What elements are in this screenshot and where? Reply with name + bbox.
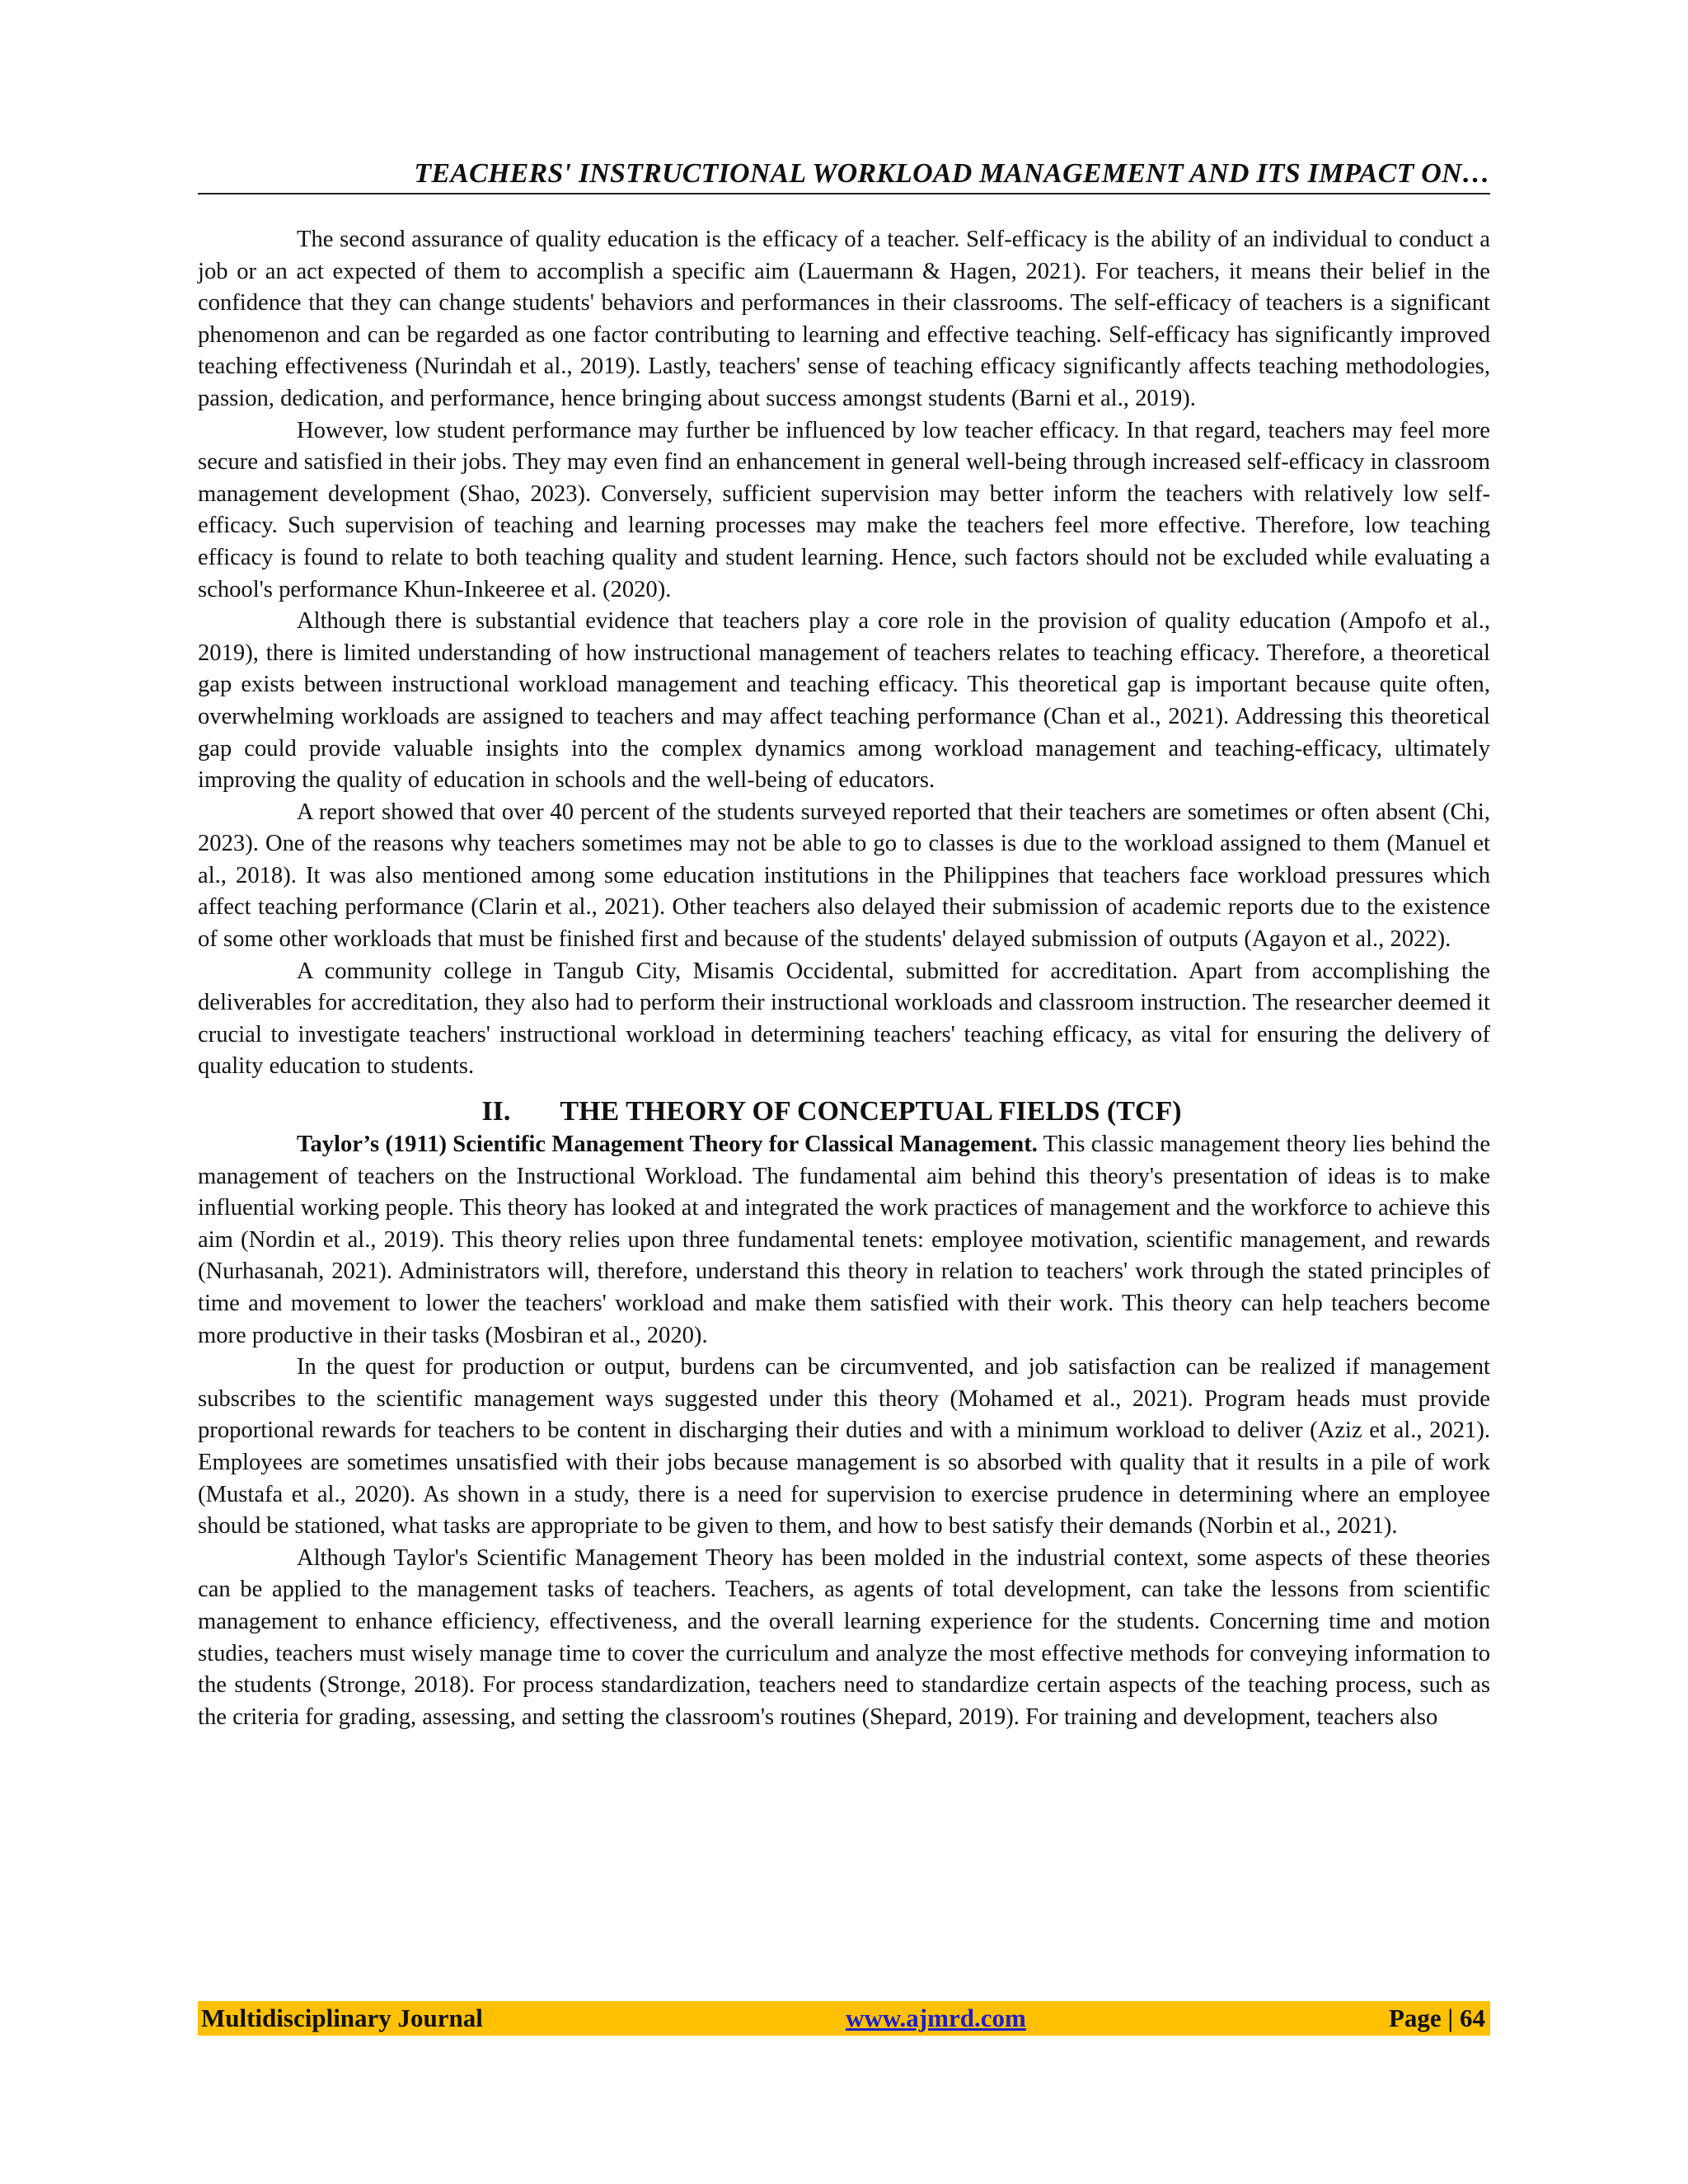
paragraph: Although there is substantial evidence that teachers play a core role in the provision of quality education (Ampofo et al., 2019), there is limited understanding of how instructional management of teachers relates to teaching efficacy. Therefore, a theoretical gap exists between instructional workload management and teaching efficacy. This theoretical gap is important because quite often, overwhelming workloads are assigned to teachers and may affect teaching performance (Chan et al., 2021). Addressing this theoretical gap could provide valuable insights into the complex dynamics among workload management and teaching-efficacy, ultimately improving the quality of education in schools and the well-being of educators. xyxy=(198,608,1490,794)
footer-journal: Multidisciplinary Journal xyxy=(201,2004,483,2032)
page xyxy=(198,157,1490,1733)
section-heading xyxy=(198,1094,1490,1129)
footer-page-number: Page | 64 xyxy=(1388,2004,1485,2032)
paragraph: A report showed that over 40 percent of the students surveyed reported that their teachers are sometimes or often absent (Chi, 2023). One of the reasons why teachers sometimes may not be able to go to classes is due to the workload assigned to them (Manuel et al., 2018). It was also mentioned among some education institutions in the Philippines that teachers face workload pressures which affect teaching performance (Clarin et al., 2021). Other teachers also delayed their submission of academic reports due to the existence of some other workloads that must be finished first and because of the students' delayed submission of outputs (Agayon et al., 2022). xyxy=(198,799,1490,953)
paragraph: However, low student performance may further be influenced by low teacher efficacy. In that regard, teachers may feel more secure and satisfied in their jobs. They may even find an enhancement in general well-being through increased self-efficacy in classroom management development (Shao, 2023). Conversely, sufficient supervision may better inform the teachers with relatively low self-efficacy. Such supervision of teaching and learning processes may make the teachers feel more effective. Therefore, low teaching efficacy is found to relate to both teaching quality and student learning. Hence, such factors should not be excluded while evaluating a school's performance Khun-Inkeeree et al. (2020). xyxy=(198,417,1490,602)
footer-url-link[interactable]: www.ajmrd.com xyxy=(846,2004,1026,2032)
section-title: THE THEORY OF CONCEPTUAL FIELDS (TCF) xyxy=(560,1096,1182,1127)
paragraph: Although Taylor's Scientific Management Theory has been molded in the industrial context, some aspects of these theories can be applied to the management tasks of teachers. Teachers, as agents of total development, can take the lessons from scientific management to enhance efficiency, effectiveness, and the overall learning experience for the students. Concerning time and motion studies, teachers must wisely manage time to cover the curriculum and analyze the most effective methods for conveying information to the students (Stronge, 2018). For process standardization, teachers need to standardize certain aspects of the teaching process, such as the criteria for grading, assessing, and setting the classroom's routines (Shepard, 2019). For training and development, teachers also xyxy=(198,1544,1490,1730)
paragraph: The second assurance of quality education is the efficacy of a teacher. Self-efficacy is the ability of an individual to conduct a job or an act expected of them to accomplish a specific aim (Lauermann & Hagen, 2021). For teachers, it means their belief in the confidence that they can change students' behaviors and performances in their classrooms. The self-efficacy of teachers is a significant phenomenon and can be regarded as one factor contributing to learning and effective teaching. Self-efficacy has significantly improved teaching effectiveness (Nurindah et al., 2019). Lastly, teachers' sense of teaching efficacy significantly affects teaching methodologies, passion, dedication, and performance, hence bringing about success amongst students (Barni et al., 2019). xyxy=(198,227,1490,411)
section-number: II. xyxy=(481,1096,511,1127)
paragraph: In the quest for production or output, burdens can be circumvented, and job satisfaction can be realized if management subscribes to the scientific management ways suggested under this theory (Mohamed et al., 2021). Program heads must provide proportional rewards for teachers to be content in discharging their duties and with a minimum workload to deliver (Aziz et al., 2021). Employees are sometimes unsatisfied with their jobs because management is so absorbed with quality that it results in a pile of work (Mustafa et al., 2020). As shown in a study, there is a need for supervision to exercise prudence in determining where an employee should be stationed, what tasks are appropriate to be given to them, and how to best satisfy their demands (Norbin et al., 2021). xyxy=(198,1354,1490,1540)
footer-bar xyxy=(198,2001,1490,2036)
paragraph-lead xyxy=(198,1129,1490,1352)
lead-bold-heading: Taylor’s (1911) Scientific Management Theory for Classical Management. xyxy=(297,1132,1038,1158)
paragraph: A community college in Tangub City, Misamis Occidental, submitted for accreditation. Apart from accomplishing the deliverables for accreditation, they also had to perform their instructional workloads and classroom instruction. The researcher deemed it crucial to investigate teachers' instructional workload in determining teachers' teaching efficacy, as vital for ensuring the delivery of quality education to students. xyxy=(198,958,1490,1080)
body-text xyxy=(198,224,1490,1733)
lead-text: This classic management theory lies behind the management of teachers on the Instructional Workload. The fundamental aim behind this theory's presentation of ideas is to make influential working people. This theory has looked at and integrated the work practices of management and the workforce to achieve this aim (Nordin et al., 2019). This theory relies upon three fundamental tenets: employee motivation, scientific management, and rewards (Nurhasanah, 2021). Administrators will, therefore, understand this theory in relation to teachers' work through the stated principles of time and movement to lower the teachers' workload and make them satisfied with their work. This theory can help teachers become more productive in their tasks (Mosbiran et al., 2020). xyxy=(198,1132,1491,1348)
running-header: TEACHERS' INSTRUCTIONAL WORKLOAD MANAGEMENT AND ITS IMPACT ON… xyxy=(198,157,1490,194)
